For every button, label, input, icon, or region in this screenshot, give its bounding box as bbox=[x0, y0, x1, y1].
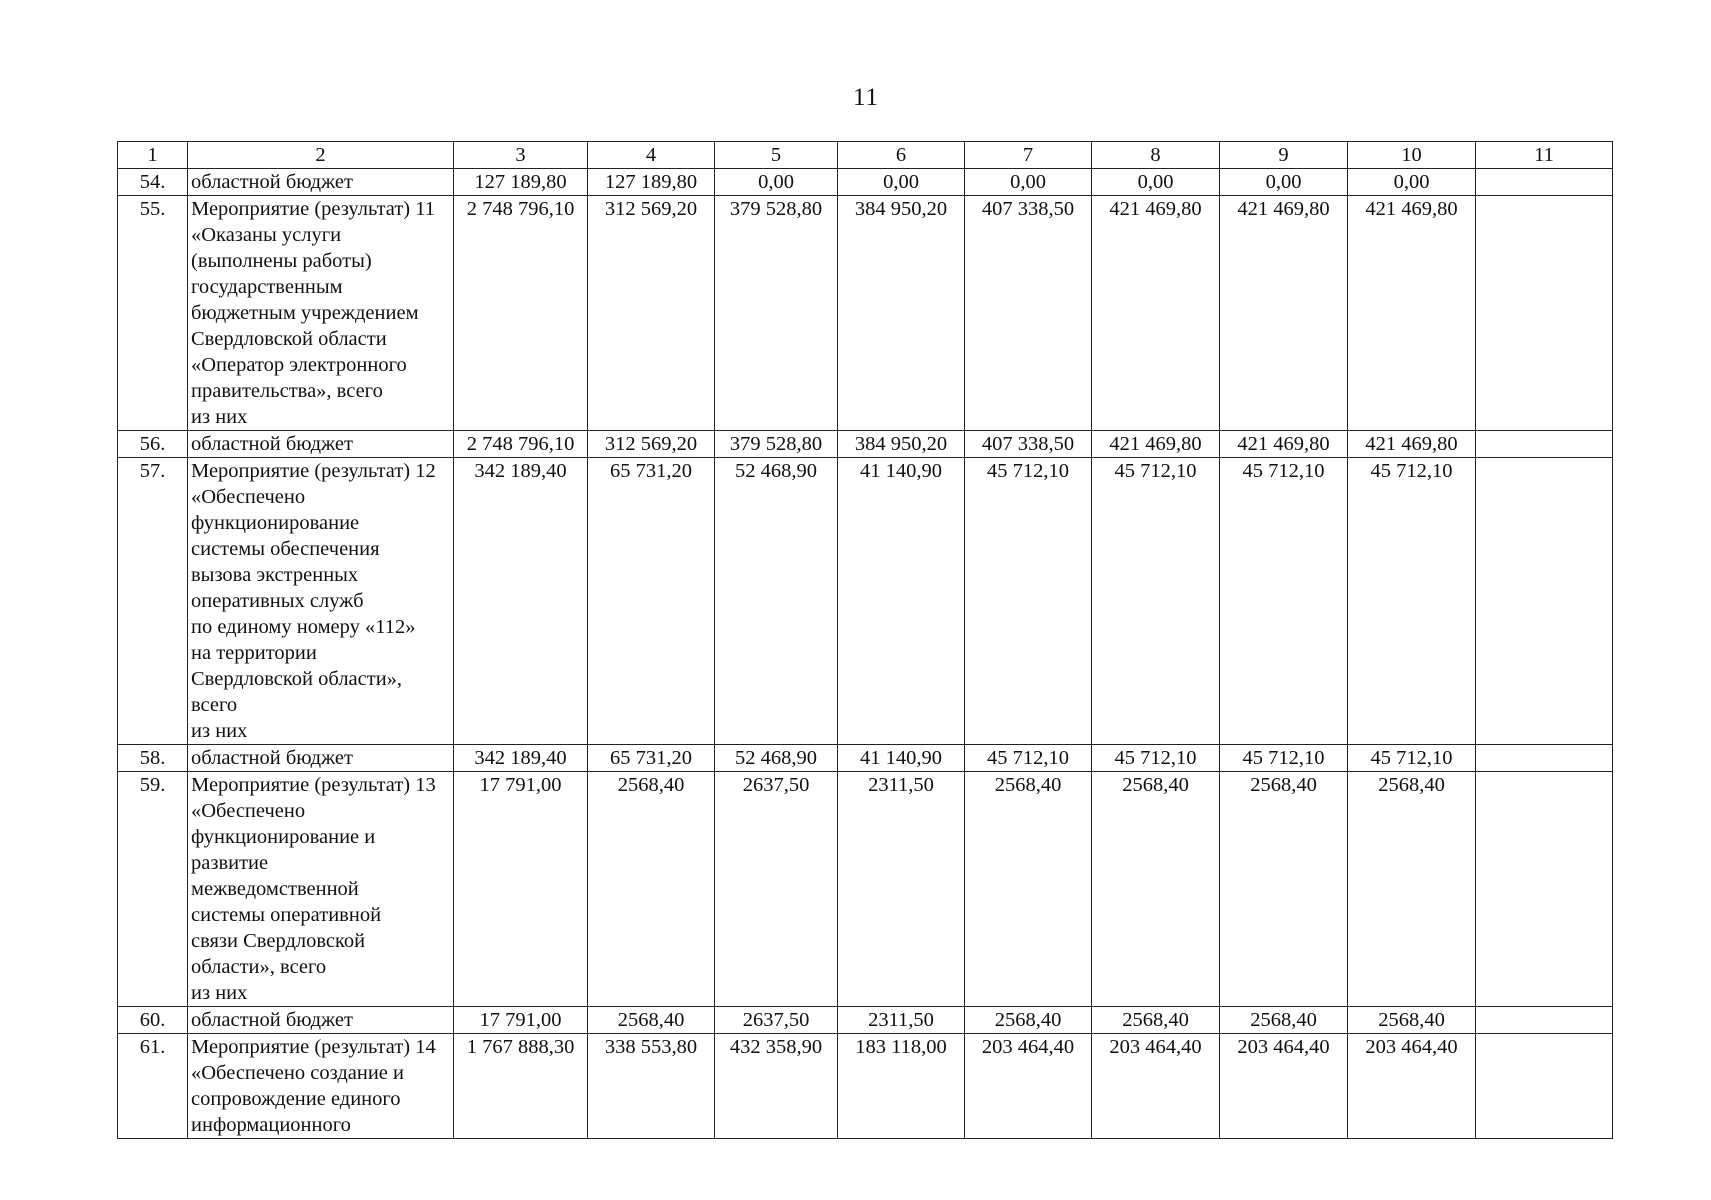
value-cell bbox=[1476, 458, 1613, 745]
table-body bbox=[118, 169, 1613, 1139]
value-cell: 17 791,00 bbox=[454, 772, 588, 1007]
header-cell: 5 bbox=[715, 142, 838, 169]
value-cell: 45 712,10 bbox=[1348, 458, 1476, 745]
value-cell bbox=[1476, 196, 1613, 431]
description-line: развитие bbox=[191, 852, 269, 874]
row-description bbox=[188, 431, 454, 458]
description-line: из них bbox=[191, 720, 248, 742]
description-line: (выполнены работы) bbox=[191, 250, 372, 272]
value-cell: 421 469,80 bbox=[1092, 196, 1220, 431]
value-cell: 45 712,10 bbox=[1220, 458, 1348, 745]
value-cell bbox=[1476, 431, 1613, 458]
value-cell: 379 528,80 bbox=[715, 431, 838, 458]
row-description bbox=[188, 169, 454, 196]
value-cell: 2568,40 bbox=[1220, 1007, 1348, 1034]
header-row bbox=[118, 142, 1613, 169]
description-line: Мероприятие (результат) 12 bbox=[191, 460, 436, 482]
value-cell: 384 950,20 bbox=[838, 196, 965, 431]
value-cell: 1 767 888,30 bbox=[454, 1034, 588, 1139]
value-cell: 183 118,00 bbox=[838, 1034, 965, 1139]
description-line: «Обеспечено создание и bbox=[191, 1062, 404, 1084]
row-number: 55. bbox=[118, 196, 188, 431]
value-cell: 2568,40 bbox=[1348, 772, 1476, 1007]
header-cell: 4 bbox=[588, 142, 715, 169]
header-cell: 10 bbox=[1348, 142, 1476, 169]
value-cell: 0,00 bbox=[1220, 169, 1348, 196]
description-line: Мероприятие (результат) 11 bbox=[191, 198, 435, 220]
row-number: 61. bbox=[118, 1034, 188, 1139]
description-line: «Оказаны услуги bbox=[191, 224, 342, 246]
row-description bbox=[188, 196, 454, 431]
description-line: из них bbox=[191, 406, 248, 428]
value-cell: 421 469,80 bbox=[1220, 196, 1348, 431]
value-cell: 203 464,40 bbox=[1092, 1034, 1220, 1139]
value-cell bbox=[1476, 772, 1613, 1007]
value-cell: 203 464,40 bbox=[965, 1034, 1092, 1139]
table-row bbox=[118, 772, 1613, 1007]
description-line: областной бюджет bbox=[191, 171, 353, 193]
description-line: функционирование bbox=[191, 512, 360, 534]
value-cell: 379 528,80 bbox=[715, 196, 838, 431]
value-cell: 2568,40 bbox=[965, 1007, 1092, 1034]
value-cell: 432 358,90 bbox=[715, 1034, 838, 1139]
description-line: всего bbox=[191, 694, 238, 716]
value-cell: 0,00 bbox=[1092, 169, 1220, 196]
value-cell: 127 189,80 bbox=[588, 169, 715, 196]
row-number: 54. bbox=[118, 169, 188, 196]
header-cell: 2 bbox=[188, 142, 454, 169]
value-cell: 2 748 796,10 bbox=[454, 431, 588, 458]
value-cell: 407 338,50 bbox=[965, 431, 1092, 458]
row-description bbox=[188, 745, 454, 772]
table-row bbox=[118, 431, 1613, 458]
table-row bbox=[118, 169, 1613, 196]
row-number: 57. bbox=[118, 458, 188, 745]
value-cell: 312 569,20 bbox=[588, 196, 715, 431]
description-line: на территории bbox=[191, 642, 317, 664]
row-number: 58. bbox=[118, 745, 188, 772]
value-cell: 17 791,00 bbox=[454, 1007, 588, 1034]
description-line: областной бюджет bbox=[191, 433, 353, 455]
value-cell bbox=[1476, 1007, 1613, 1034]
value-cell: 2568,40 bbox=[1220, 772, 1348, 1007]
value-cell: 45 712,10 bbox=[965, 458, 1092, 745]
value-cell: 65 731,20 bbox=[588, 745, 715, 772]
header-cell: 9 bbox=[1220, 142, 1348, 169]
description-line: функционирование и bbox=[191, 826, 376, 848]
value-cell: 45 712,10 bbox=[1092, 458, 1220, 745]
value-cell: 421 469,80 bbox=[1348, 431, 1476, 458]
description-line: информационного bbox=[191, 1114, 351, 1136]
row-description bbox=[188, 458, 454, 745]
row-number: 60. bbox=[118, 1007, 188, 1034]
table-header bbox=[118, 142, 1613, 169]
row-description bbox=[188, 1034, 454, 1139]
value-cell: 312 569,20 bbox=[588, 431, 715, 458]
value-cell: 52 468,90 bbox=[715, 745, 838, 772]
value-cell: 45 712,10 bbox=[1348, 745, 1476, 772]
header-cell: 3 bbox=[454, 142, 588, 169]
description-line: вызова экстренных bbox=[191, 564, 359, 586]
value-cell: 52 468,90 bbox=[715, 458, 838, 745]
value-cell: 407 338,50 bbox=[965, 196, 1092, 431]
value-cell: 2311,50 bbox=[838, 1007, 965, 1034]
description-line: межведомственной bbox=[191, 878, 359, 900]
description-line: связи Свердловской bbox=[191, 930, 366, 952]
value-cell: 0,00 bbox=[715, 169, 838, 196]
description-line: Свердловской области», bbox=[191, 668, 403, 690]
value-cell: 45 712,10 bbox=[1092, 745, 1220, 772]
value-cell: 421 469,80 bbox=[1220, 431, 1348, 458]
description-line: Мероприятие (результат) 13 bbox=[191, 774, 436, 796]
description-line: бюджетным учреждением bbox=[191, 302, 419, 324]
row-number: 56. bbox=[118, 431, 188, 458]
value-cell: 2568,40 bbox=[965, 772, 1092, 1007]
description-line: оперативных служб bbox=[191, 590, 364, 612]
description-line: по единому номеру «112» bbox=[191, 616, 416, 638]
header-cell: 1 bbox=[118, 142, 188, 169]
value-cell: 342 189,40 bbox=[454, 458, 588, 745]
value-cell: 2568,40 bbox=[1348, 1007, 1476, 1034]
value-cell: 45 712,10 bbox=[1220, 745, 1348, 772]
value-cell: 2637,50 bbox=[715, 772, 838, 1007]
value-cell: 2568,40 bbox=[588, 1007, 715, 1034]
value-cell: 203 464,40 bbox=[1220, 1034, 1348, 1139]
description-line: областной бюджет bbox=[191, 747, 353, 769]
value-cell: 2 748 796,10 bbox=[454, 196, 588, 431]
value-cell bbox=[1476, 1034, 1613, 1139]
header-cell: 6 bbox=[838, 142, 965, 169]
value-cell: 0,00 bbox=[838, 169, 965, 196]
description-line: системы обеспечения bbox=[191, 538, 380, 560]
value-cell: 2568,40 bbox=[1092, 772, 1220, 1007]
description-line: областной бюджет bbox=[191, 1009, 353, 1031]
value-cell: 2637,50 bbox=[715, 1007, 838, 1034]
table-row bbox=[118, 1007, 1613, 1034]
value-cell: 2568,40 bbox=[1092, 1007, 1220, 1034]
value-cell: 41 140,90 bbox=[838, 458, 965, 745]
description-line: «Обеспечено bbox=[191, 800, 306, 822]
description-line: правительства», всего bbox=[191, 380, 383, 402]
table-row bbox=[118, 196, 1613, 431]
description-line: Свердловской области bbox=[191, 328, 387, 350]
value-cell: 0,00 bbox=[965, 169, 1092, 196]
description-line: области», всего bbox=[191, 956, 327, 978]
description-line: из них bbox=[191, 982, 248, 1004]
value-cell bbox=[1476, 169, 1613, 196]
page-number: 11 bbox=[852, 84, 880, 111]
value-cell: 45 712,10 bbox=[965, 745, 1092, 772]
header-cell: 8 bbox=[1092, 142, 1220, 169]
header-cell: 7 bbox=[965, 142, 1092, 169]
value-cell: 0,00 bbox=[1348, 169, 1476, 196]
description-line: системы оперативной bbox=[191, 904, 382, 926]
value-cell: 127 189,80 bbox=[454, 169, 588, 196]
description-line: Мероприятие (результат) 14 bbox=[191, 1036, 436, 1058]
value-cell: 2311,50 bbox=[838, 772, 965, 1007]
value-cell: 2568,40 bbox=[588, 772, 715, 1007]
value-cell: 342 189,40 bbox=[454, 745, 588, 772]
value-cell: 384 950,20 bbox=[838, 431, 965, 458]
value-cell: 421 469,80 bbox=[1092, 431, 1220, 458]
value-cell: 65 731,20 bbox=[588, 458, 715, 745]
table-row bbox=[118, 745, 1613, 772]
value-cell: 338 553,80 bbox=[588, 1034, 715, 1139]
value-cell bbox=[1476, 745, 1613, 772]
budget-table bbox=[117, 141, 1613, 1139]
row-description bbox=[188, 772, 454, 1007]
value-cell: 421 469,80 bbox=[1348, 196, 1476, 431]
value-cell: 203 464,40 bbox=[1348, 1034, 1476, 1139]
row-number: 59. bbox=[118, 772, 188, 1007]
value-cell: 41 140,90 bbox=[838, 745, 965, 772]
description-line: «Обеспечено bbox=[191, 486, 306, 508]
description-line: сопровождение единого bbox=[191, 1088, 401, 1110]
row-description bbox=[188, 1007, 454, 1034]
description-line: «Оператор электронного bbox=[191, 354, 407, 376]
table-row bbox=[118, 1034, 1613, 1139]
header-cell: 11 bbox=[1476, 142, 1613, 169]
table-row bbox=[118, 458, 1613, 745]
description-line: государственным bbox=[191, 276, 343, 298]
